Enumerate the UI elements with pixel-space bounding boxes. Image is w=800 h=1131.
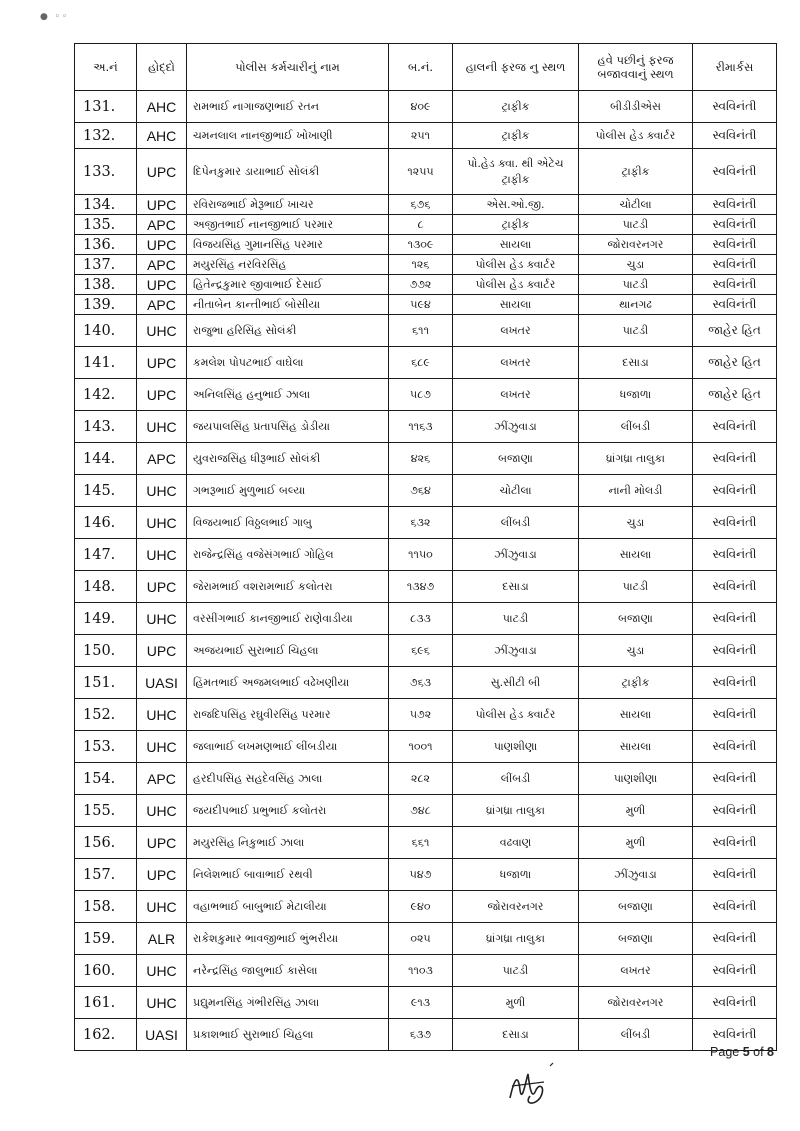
table-row	[75, 891, 777, 923]
col-header-name: પોલીસ કર્મચારીનું નામ	[187, 44, 389, 91]
name-cell: હિંમતભાઈ અજમલભાઈ વઢેખણીયા	[187, 667, 389, 699]
remarks-cell: સ્વવિનંતી	[693, 603, 777, 635]
serial-cell: 155.	[75, 795, 137, 827]
table-row	[75, 859, 777, 891]
badge-cell: ૬૬૧	[389, 827, 453, 859]
remarks-cell: સ્વવિનંતી	[693, 699, 777, 731]
next-post-cell: ધજાળા	[579, 379, 693, 411]
current-post-cell: ટ્રાફીક	[453, 215, 579, 235]
table-row	[75, 149, 777, 195]
name-cell: રાજુભા હરિસિંહ સોલંકી	[187, 315, 389, 347]
badge-cell: ૧૨૬	[389, 255, 453, 275]
name-cell: રામભાઈ નાગાજણભાઈ રતન	[187, 91, 389, 123]
serial-cell: 136.	[75, 235, 137, 255]
col-header-badge: બ.નં.	[389, 44, 453, 91]
serial-cell: 153.	[75, 731, 137, 763]
next-post-cell: પાટડી	[579, 315, 693, 347]
name-cell: વિજયભાઈ વિઠ્ઠલભાઈ ગાબુ	[187, 507, 389, 539]
badge-cell: ૭૬૩	[389, 667, 453, 699]
designation-cell: UASI	[137, 1019, 187, 1051]
badge-cell: ૦૨૫	[389, 923, 453, 955]
table-row	[75, 507, 777, 539]
current-post-cell: લખતર	[453, 379, 579, 411]
badge-cell: ૧૧૬૩	[389, 411, 453, 443]
next-post-cell: બજાણા	[579, 603, 693, 635]
serial-cell: 131.	[75, 91, 137, 123]
table-row	[75, 731, 777, 763]
current-post-cell: મુળી	[453, 987, 579, 1019]
serial-cell: 137.	[75, 255, 137, 275]
next-post-cell: થાનગઢ	[579, 295, 693, 315]
current-post-cell: પોલીસ હેડ ક્વાર્ટર	[453, 275, 579, 295]
serial-cell: 142.	[75, 379, 137, 411]
designation-cell: UHC	[137, 795, 187, 827]
badge-cell: ૭૭૨	[389, 275, 453, 295]
next-post-cell: મુળી	[579, 795, 693, 827]
current-post-cell: પાટડી	[453, 603, 579, 635]
page-number: Page 5 of 8	[710, 1045, 774, 1059]
next-post-cell: લખતર	[579, 955, 693, 987]
serial-cell: 140.	[75, 315, 137, 347]
name-cell: યુવરાજસિંહ ધીરૂભાઈ સોલંકી	[187, 443, 389, 475]
serial-cell: 150.	[75, 635, 137, 667]
name-cell: જલાભાઈ લખમણભાઈ લીંબડીયા	[187, 731, 389, 763]
serial-cell: 138.	[75, 275, 137, 295]
serial-cell: 148.	[75, 571, 137, 603]
remarks-cell: સ્વવિનંતી	[693, 955, 777, 987]
next-post-cell: લીંબડી	[579, 1019, 693, 1051]
col-header-remarks: રીમાર્કસ	[693, 44, 777, 91]
serial-cell: 162.	[75, 1019, 137, 1051]
table-row	[75, 923, 777, 955]
name-cell: મયુરસિંહ નરવિરસિંહ	[187, 255, 389, 275]
designation-cell: AHC	[137, 91, 187, 123]
table-row	[75, 379, 777, 411]
remarks-cell: સ્વવિનંતી	[693, 91, 777, 123]
next-post-cell: ઝીંઝુવાડા	[579, 859, 693, 891]
badge-cell: ૪૨૬	[389, 443, 453, 475]
name-cell: રાજેન્દ્રસિંહ વજેસંગભાઈ ગોહિલ	[187, 539, 389, 571]
designation-cell: UPC	[137, 859, 187, 891]
current-post-cell: પો.હેડ ક્વા. થી એટેચ ટ્રાફીક	[453, 149, 579, 195]
name-cell: અનિલસિંહ હનુભાઈ ઝાલા	[187, 379, 389, 411]
badge-cell: ૧૩૦૯	[389, 235, 453, 255]
table-row	[75, 795, 777, 827]
serial-cell: 132.	[75, 123, 137, 149]
serial-cell: 133.	[75, 149, 137, 195]
name-cell: પ્રકાશભાઈ સુરાભાઈ ચિહલા	[187, 1019, 389, 1051]
serial-cell: 149.	[75, 603, 137, 635]
badge-cell: ૧૧૫૦	[389, 539, 453, 571]
remarks-cell: જાહેર હિત	[693, 315, 777, 347]
header-row	[75, 44, 777, 91]
name-cell: અજયભાઈ સુરાભાઈ ચિહલા	[187, 635, 389, 667]
signature-mark	[500, 1060, 560, 1110]
table-row	[75, 315, 777, 347]
designation-cell: UPC	[137, 149, 187, 195]
serial-cell: 151.	[75, 667, 137, 699]
next-post-cell: નાની મોલડી	[579, 475, 693, 507]
designation-cell: UHC	[137, 731, 187, 763]
current-post-cell: પાણશીણા	[453, 731, 579, 763]
badge-cell: ૭૪૮	[389, 795, 453, 827]
current-post-cell: ઝીંઝુવાડા	[453, 635, 579, 667]
badge-cell: ૬૮૯	[389, 347, 453, 379]
table-row	[75, 91, 777, 123]
designation-cell: UPC	[137, 347, 187, 379]
next-post-cell: ચુડા	[579, 507, 693, 539]
badge-cell: ૨૮૨	[389, 763, 453, 795]
next-post-cell: પાટડી	[579, 215, 693, 235]
name-cell: કમલેશ પોપટભાઈ વાઘેલા	[187, 347, 389, 379]
badge-cell: ૮	[389, 215, 453, 235]
table-row	[75, 475, 777, 507]
designation-cell: APC	[137, 255, 187, 275]
name-cell: વિજયસિંહ ગુમાનસિંહ પરમાર	[187, 235, 389, 255]
name-cell: રાકેશકુમાર ભાવજીભાઈ ભુંભરીયા	[187, 923, 389, 955]
serial-cell: 144.	[75, 443, 137, 475]
next-post-cell: ચુડા	[579, 255, 693, 275]
designation-cell: APC	[137, 443, 187, 475]
remarks-cell: સ્વવિનંતી	[693, 795, 777, 827]
table-row	[75, 295, 777, 315]
current-post-cell: ધજાળા	[453, 859, 579, 891]
serial-cell: 145.	[75, 475, 137, 507]
next-post-cell: ટ્રાફીક	[579, 667, 693, 699]
designation-cell: APC	[137, 215, 187, 235]
name-cell: નિલેશભાઈ બાવાભાઈ રથવી	[187, 859, 389, 891]
badge-cell: ૯૪૦	[389, 891, 453, 923]
serial-cell: 154.	[75, 763, 137, 795]
table-row	[75, 255, 777, 275]
designation-cell: UHC	[137, 955, 187, 987]
serial-cell: 157.	[75, 859, 137, 891]
remarks-cell: સ્વવિનંતી	[693, 635, 777, 667]
table-row	[75, 667, 777, 699]
name-cell: પ્રદ્યુમનસિંહ ગંભીરસિંહ ઝાલા	[187, 987, 389, 1019]
serial-cell: 152.	[75, 699, 137, 731]
name-cell: જયદીપભાઈ પ્રભુભાઈ કલોતરા	[187, 795, 389, 827]
remarks-cell: સ્વવિનંતી	[693, 275, 777, 295]
next-post-cell: પાટડી	[579, 275, 693, 295]
current-post-cell: સાયલા	[453, 295, 579, 315]
serial-cell: 143.	[75, 411, 137, 443]
designation-cell: ALR	[137, 923, 187, 955]
table-row	[75, 195, 777, 215]
name-cell: હરદીપસિંહ સહદેવસિંહ ઝાલા	[187, 763, 389, 795]
name-cell: મયુરસિંહ નિકુભાઈ ઝાલા	[187, 827, 389, 859]
scan-marks: ● ◦◦	[40, 12, 70, 22]
table-row	[75, 955, 777, 987]
table-row	[75, 763, 777, 795]
remarks-cell: સ્વવિનંતી	[693, 215, 777, 235]
serial-cell: 146.	[75, 507, 137, 539]
table-row	[75, 275, 777, 295]
badge-cell: ૫૪૭	[389, 859, 453, 891]
badge-cell: ૫૮૭	[389, 379, 453, 411]
designation-cell: APC	[137, 295, 187, 315]
current-post-cell: સાયલા	[453, 235, 579, 255]
name-cell: નરેન્દ્રસિંહ જાલુભાઈ કાસેલા	[187, 955, 389, 987]
badge-cell: ૧૧૦૩	[389, 955, 453, 987]
next-post-cell: બજાણા	[579, 891, 693, 923]
serial-cell: 147.	[75, 539, 137, 571]
next-post-cell: જોરાવરનગર	[579, 987, 693, 1019]
remarks-cell: સ્વવિનંતી	[693, 859, 777, 891]
next-post-cell: સાયલા	[579, 699, 693, 731]
name-cell: હિતેન્દ્રકુમાર જીવાભાઈ દેસાઈ	[187, 275, 389, 295]
current-post-cell: વઢવાણ	[453, 827, 579, 859]
next-post-cell: પાટડી	[579, 571, 693, 603]
remarks-cell: સ્વવિનંતી	[693, 443, 777, 475]
next-post-cell: સાયલા	[579, 539, 693, 571]
serial-cell: 135.	[75, 215, 137, 235]
designation-cell: UASI	[137, 667, 187, 699]
remarks-cell: સ્વવિનંતી	[693, 411, 777, 443]
current-post-cell: ઝીંઝુવાડા	[453, 411, 579, 443]
table-row	[75, 539, 777, 571]
col-header-next-post: હવે પછીનું ફરજ બજાવવાનું સ્થળ	[579, 44, 693, 91]
col-header-serial: અ.નં	[75, 44, 137, 91]
remarks-cell: જાહેર હિત	[693, 379, 777, 411]
remarks-cell: સ્વવિનંતી	[693, 475, 777, 507]
table-row	[75, 603, 777, 635]
current-post-cell: દસાડા	[453, 571, 579, 603]
current-post-cell: ધ્રાંગધ્રા તાલુકા	[453, 795, 579, 827]
designation-cell: UPC	[137, 635, 187, 667]
next-post-cell: ચોટીલા	[579, 195, 693, 215]
current-post-cell: જોરાવરનગર	[453, 891, 579, 923]
next-post-cell: સાયલા	[579, 731, 693, 763]
name-cell: ચમનલાલ નાનજીભાઈ ખોખાણી	[187, 123, 389, 149]
table-row	[75, 699, 777, 731]
designation-cell: UPC	[137, 275, 187, 295]
designation-cell: UHC	[137, 987, 187, 1019]
badge-cell: ૬૩૭	[389, 1019, 453, 1051]
col-header-designation: હોદ્દો	[137, 44, 187, 91]
badge-cell: ૧૨૫૫	[389, 149, 453, 195]
current-post-cell: લખતર	[453, 315, 579, 347]
badge-cell: ૮૩૩	[389, 603, 453, 635]
designation-cell: UPC	[137, 235, 187, 255]
designation-cell: UHC	[137, 603, 187, 635]
designation-cell: UPC	[137, 571, 187, 603]
badge-cell: ૯૧૩	[389, 987, 453, 1019]
designation-cell: UHC	[137, 411, 187, 443]
next-post-cell: બજાણા	[579, 923, 693, 955]
badge-cell: ૧૩૪૭	[389, 571, 453, 603]
designation-cell: UPC	[137, 379, 187, 411]
name-cell: જેરામભાઈ વશરામભાઈ કલોતરા	[187, 571, 389, 603]
table-row	[75, 1019, 777, 1051]
next-post-cell: દસાડા	[579, 347, 693, 379]
designation-cell: UHC	[137, 891, 187, 923]
designation-cell: AHC	[137, 123, 187, 149]
badge-cell: ૨૫૧	[389, 123, 453, 149]
badge-cell: ૬૩૨	[389, 507, 453, 539]
serial-cell: 139.	[75, 295, 137, 315]
name-cell: વરસીંગભાઈ કાનજીભાઈ રાણેવાડીયા	[187, 603, 389, 635]
table-row	[75, 235, 777, 255]
remarks-cell: સ્વવિનંતી	[693, 507, 777, 539]
current-post-cell: સુ.સીટી બી	[453, 667, 579, 699]
table-row	[75, 827, 777, 859]
table-row	[75, 987, 777, 1019]
current-post-cell: દસાડા	[453, 1019, 579, 1051]
next-post-cell: ટ્રાફીક	[579, 149, 693, 195]
badge-cell: ૫૯૪	[389, 295, 453, 315]
table-row	[75, 123, 777, 149]
name-cell: અજીતભાઈ નાનજીભાઈ પરમાર	[187, 215, 389, 235]
next-post-cell: જોરાવરનગર	[579, 235, 693, 255]
remarks-cell: સ્વવિનંતી	[693, 539, 777, 571]
current-post-cell: ચોટીલા	[453, 475, 579, 507]
badge-cell: ૫૭૨	[389, 699, 453, 731]
remarks-cell: સ્વવિનંતી	[693, 891, 777, 923]
serial-cell: 161.	[75, 987, 137, 1019]
name-cell: ગભરૂભાઈ મુળુભાઈ બલ્યા	[187, 475, 389, 507]
remarks-cell: સ્વવિનંતી	[693, 571, 777, 603]
table-row	[75, 215, 777, 235]
designation-cell: UPC	[137, 827, 187, 859]
remarks-cell: સ્વવિનંતી	[693, 195, 777, 215]
next-post-cell: મુળી	[579, 827, 693, 859]
remarks-cell: સ્વવિનંતી	[693, 923, 777, 955]
remarks-cell: સ્વવિનંતી	[693, 1019, 777, 1051]
name-cell: રાજદિપસિંહ રઘુવીરસિંહ પરમાર	[187, 699, 389, 731]
current-post-cell: ધ્રાંગધ્રા તાલુકા	[453, 923, 579, 955]
designation-cell: UPC	[137, 195, 187, 215]
badge-cell: ૬૧૧	[389, 315, 453, 347]
badge-cell: ૭૬૪	[389, 475, 453, 507]
table-row	[75, 571, 777, 603]
table-row	[75, 443, 777, 475]
transfer-table	[74, 43, 777, 1051]
next-post-cell: બીડીડીએસ	[579, 91, 693, 123]
current-post-cell: ટ્રાફીક	[453, 123, 579, 149]
designation-cell: APC	[137, 763, 187, 795]
current-post-cell: ટ્રાફીક	[453, 91, 579, 123]
badge-cell: ૬૯૬	[389, 635, 453, 667]
designation-cell: UHC	[137, 539, 187, 571]
serial-cell: 134.	[75, 195, 137, 215]
current-post-cell: એસ.ઓ.જી.	[453, 195, 579, 215]
serial-cell: 158.	[75, 891, 137, 923]
name-cell: દિપેનકુમાર ડાયાભાઈ સોલંકી	[187, 149, 389, 195]
name-cell: જયપાલસિંહ પ્રતાપસિંહ ડોડીયા	[187, 411, 389, 443]
table-row	[75, 635, 777, 667]
current-post-cell: લખતર	[453, 347, 579, 379]
table-row	[75, 347, 777, 379]
next-post-cell: ધ્રાંગધ્રા તાલુકા	[579, 443, 693, 475]
name-cell: વહાભભાઈ બાબુભાઈ મેટાલીયા	[187, 891, 389, 923]
current-post-cell: પોલીસ હેડ ક્વાર્ટર	[453, 255, 579, 275]
remarks-cell: સ્વવિનંતી	[693, 667, 777, 699]
current-post-cell: લીંબડી	[453, 763, 579, 795]
serial-cell: 160.	[75, 955, 137, 987]
remarks-cell: સ્વવિનંતી	[693, 295, 777, 315]
current-post-cell: લીંબડી	[453, 507, 579, 539]
table-row	[75, 411, 777, 443]
serial-cell: 156.	[75, 827, 137, 859]
remarks-cell: સ્વવિનંતી	[693, 235, 777, 255]
remarks-cell: સ્વવિનંતી	[693, 149, 777, 195]
col-header-current-post: હાલની ફરજ નુ સ્થળ	[453, 44, 579, 91]
current-post-cell: બજાણા	[453, 443, 579, 475]
serial-cell: 141.	[75, 347, 137, 379]
next-post-cell: પોલીસ હેડ ક્વાર્ટર	[579, 123, 693, 149]
remarks-cell: સ્વવિનંતી	[693, 255, 777, 275]
remarks-cell: સ્વવિનંતી	[693, 123, 777, 149]
remarks-cell: સ્વવિનંતી	[693, 731, 777, 763]
designation-cell: UHC	[137, 475, 187, 507]
name-cell: નીતાબેન કાન્તીભાઈ બોસીયા	[187, 295, 389, 315]
badge-cell: ૬૭૬	[389, 195, 453, 215]
current-post-cell: પોલીસ હેડ ક્વાર્ટર	[453, 699, 579, 731]
remarks-cell: જાહેર હિત	[693, 347, 777, 379]
current-post-cell: ઝીંઝુવાડા	[453, 539, 579, 571]
badge-cell: ૪૦૯	[389, 91, 453, 123]
designation-cell: UHC	[137, 507, 187, 539]
name-cell: રવિરાજભાઈ મેરૂભાઈ ખાચર	[187, 195, 389, 215]
designation-cell: UHC	[137, 699, 187, 731]
current-post-cell: પાટડી	[453, 955, 579, 987]
next-post-cell: પાણશીણા	[579, 763, 693, 795]
remarks-cell: સ્વવિનંતી	[693, 987, 777, 1019]
next-post-cell: લીંબડી	[579, 411, 693, 443]
serial-cell: 159.	[75, 923, 137, 955]
next-post-cell: ચુડા	[579, 635, 693, 667]
badge-cell: ૧૦૦૧	[389, 731, 453, 763]
designation-cell: UHC	[137, 315, 187, 347]
remarks-cell: સ્વવિનંતી	[693, 827, 777, 859]
remarks-cell: સ્વવિનંતી	[693, 763, 777, 795]
